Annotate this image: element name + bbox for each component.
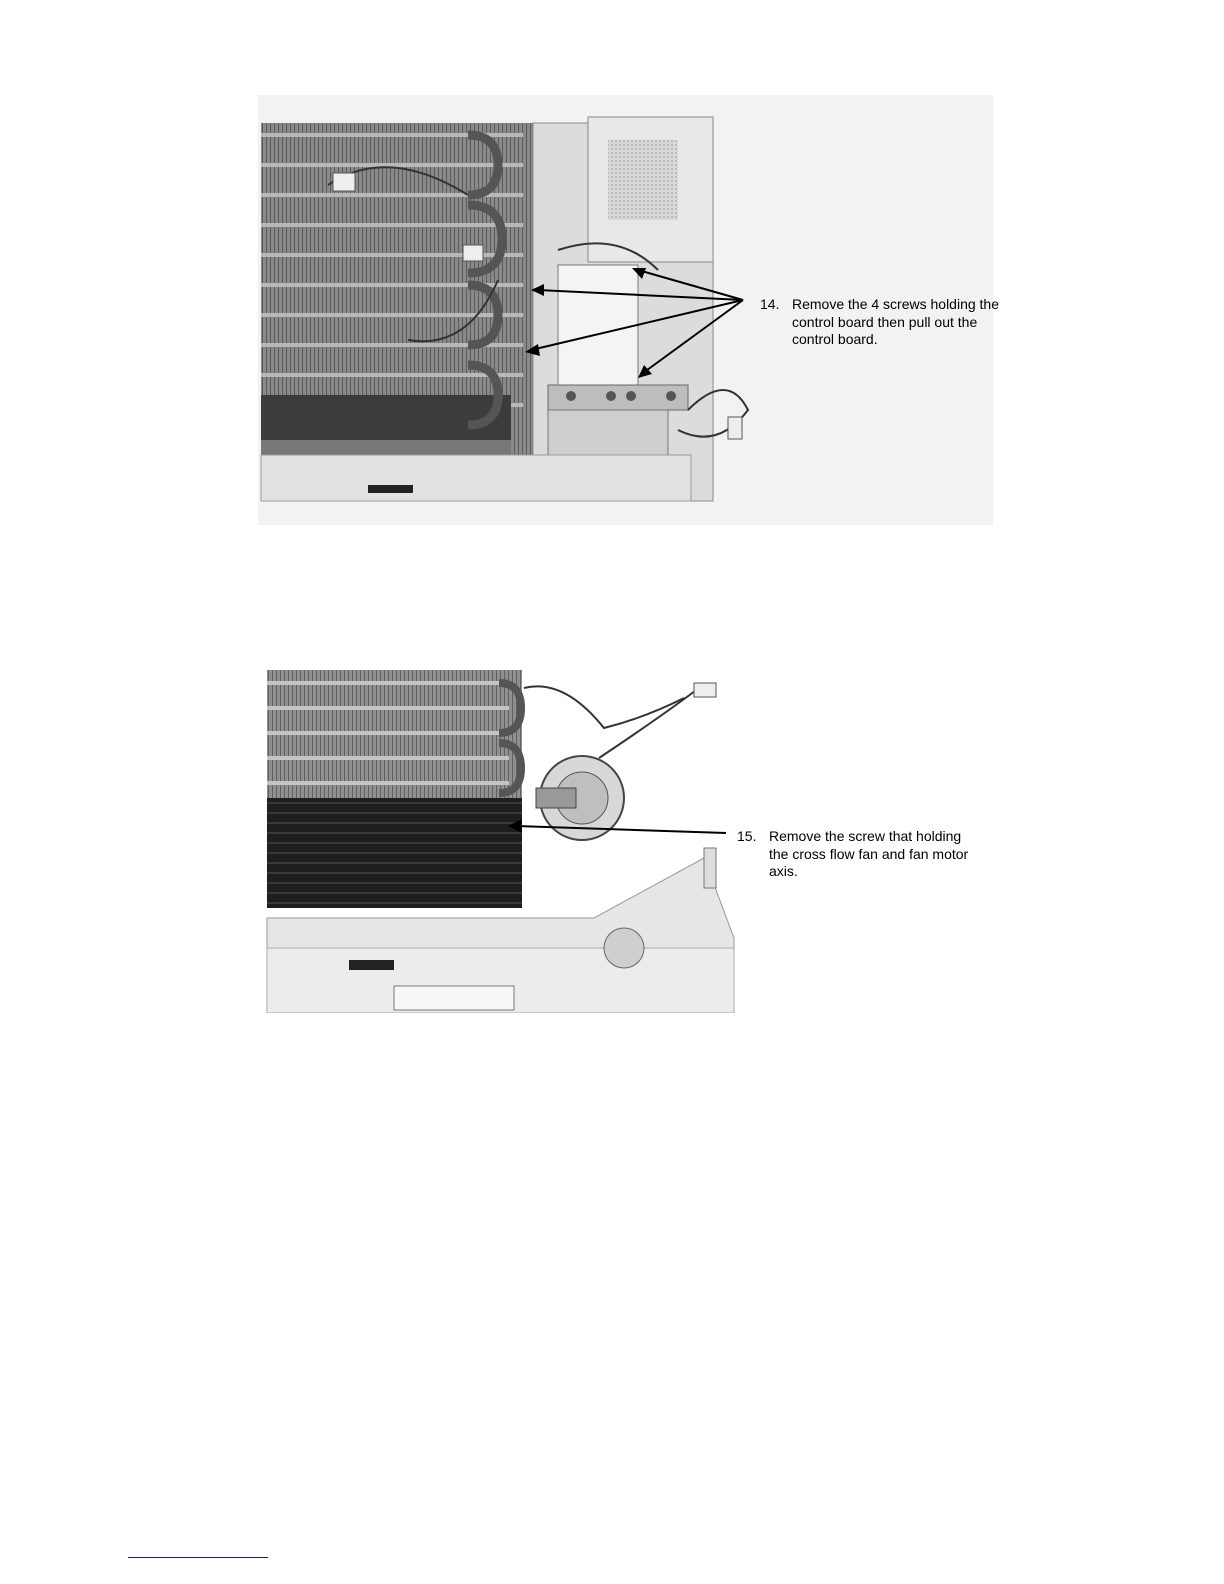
step-15 <box>737 828 987 888</box>
step-14 <box>760 296 1000 356</box>
step-number: 14. <box>760 296 780 312</box>
footnote-separator <box>128 1557 268 1558</box>
step-number: 15. <box>737 828 757 844</box>
step-instruction: Remove the screw that holding the cross flow fan and fan motor axis. <box>769 828 969 879</box>
step-instruction: Remove the 4 screws holding the control board then pull out the control board. <box>792 296 999 347</box>
